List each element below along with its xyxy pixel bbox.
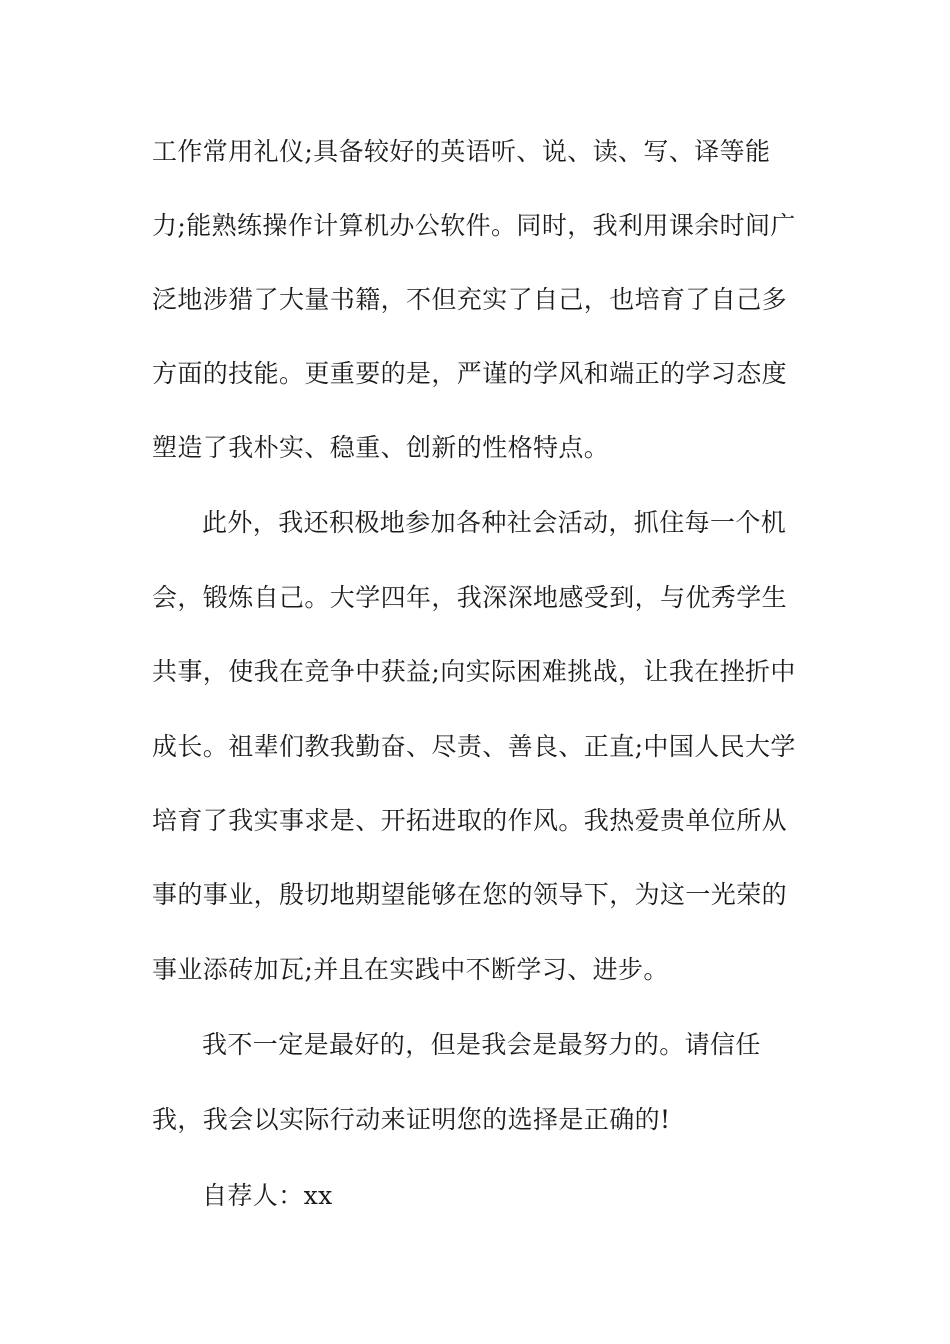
paragraph-start-line: 我不一定是最好的，但是我会是最努力的。请信任 xyxy=(202,1030,761,1059)
text-line: 泛地涉猎了大量书籍，不但充实了自己，也培育了自己多 xyxy=(152,285,788,314)
paragraph-start-line: 此外，我还积极地参加各种社会活动，抓住每一个机 xyxy=(202,508,787,537)
text-line: 方面的技能。更重要的是，严谨的学风和端正的学习态度 xyxy=(152,359,788,388)
text-line: 会，锻炼自己。大学四年，我深深地感受到，与优秀学生 xyxy=(152,583,788,612)
text-line: 我，我会以实际行动来证明您的选择是正确的! xyxy=(152,1105,671,1134)
text-line: 事业添砖加瓦;并且在实践中不断学习、进步。 xyxy=(152,955,669,984)
text-line: 成长。祖辈们教我勤奋、尽责、善良、正直;中国人民大学 xyxy=(152,732,796,761)
text-line: 力;能熟练操作计算机办公软件。同时，我利用课余时间广 xyxy=(152,211,796,240)
text-line: 事的事业，殷切地期望能够在您的领导下，为这一光荣的 xyxy=(152,880,788,909)
signature-line: 自荐人：xx xyxy=(202,1181,333,1210)
text-line: 共事，使我在竞争中获益;向实际困难挑战，让我在挫折中 xyxy=(152,657,796,686)
text-line: 培育了我实事求是、开拓进取的作风。我热爱贵单位所从 xyxy=(152,806,788,835)
text-line: 工作常用礼仪;具备较好的英语听、说、读、写、译等能 xyxy=(152,137,771,166)
text-line: 塑造了我朴实、稳重、创新的性格特点。 xyxy=(152,433,610,462)
